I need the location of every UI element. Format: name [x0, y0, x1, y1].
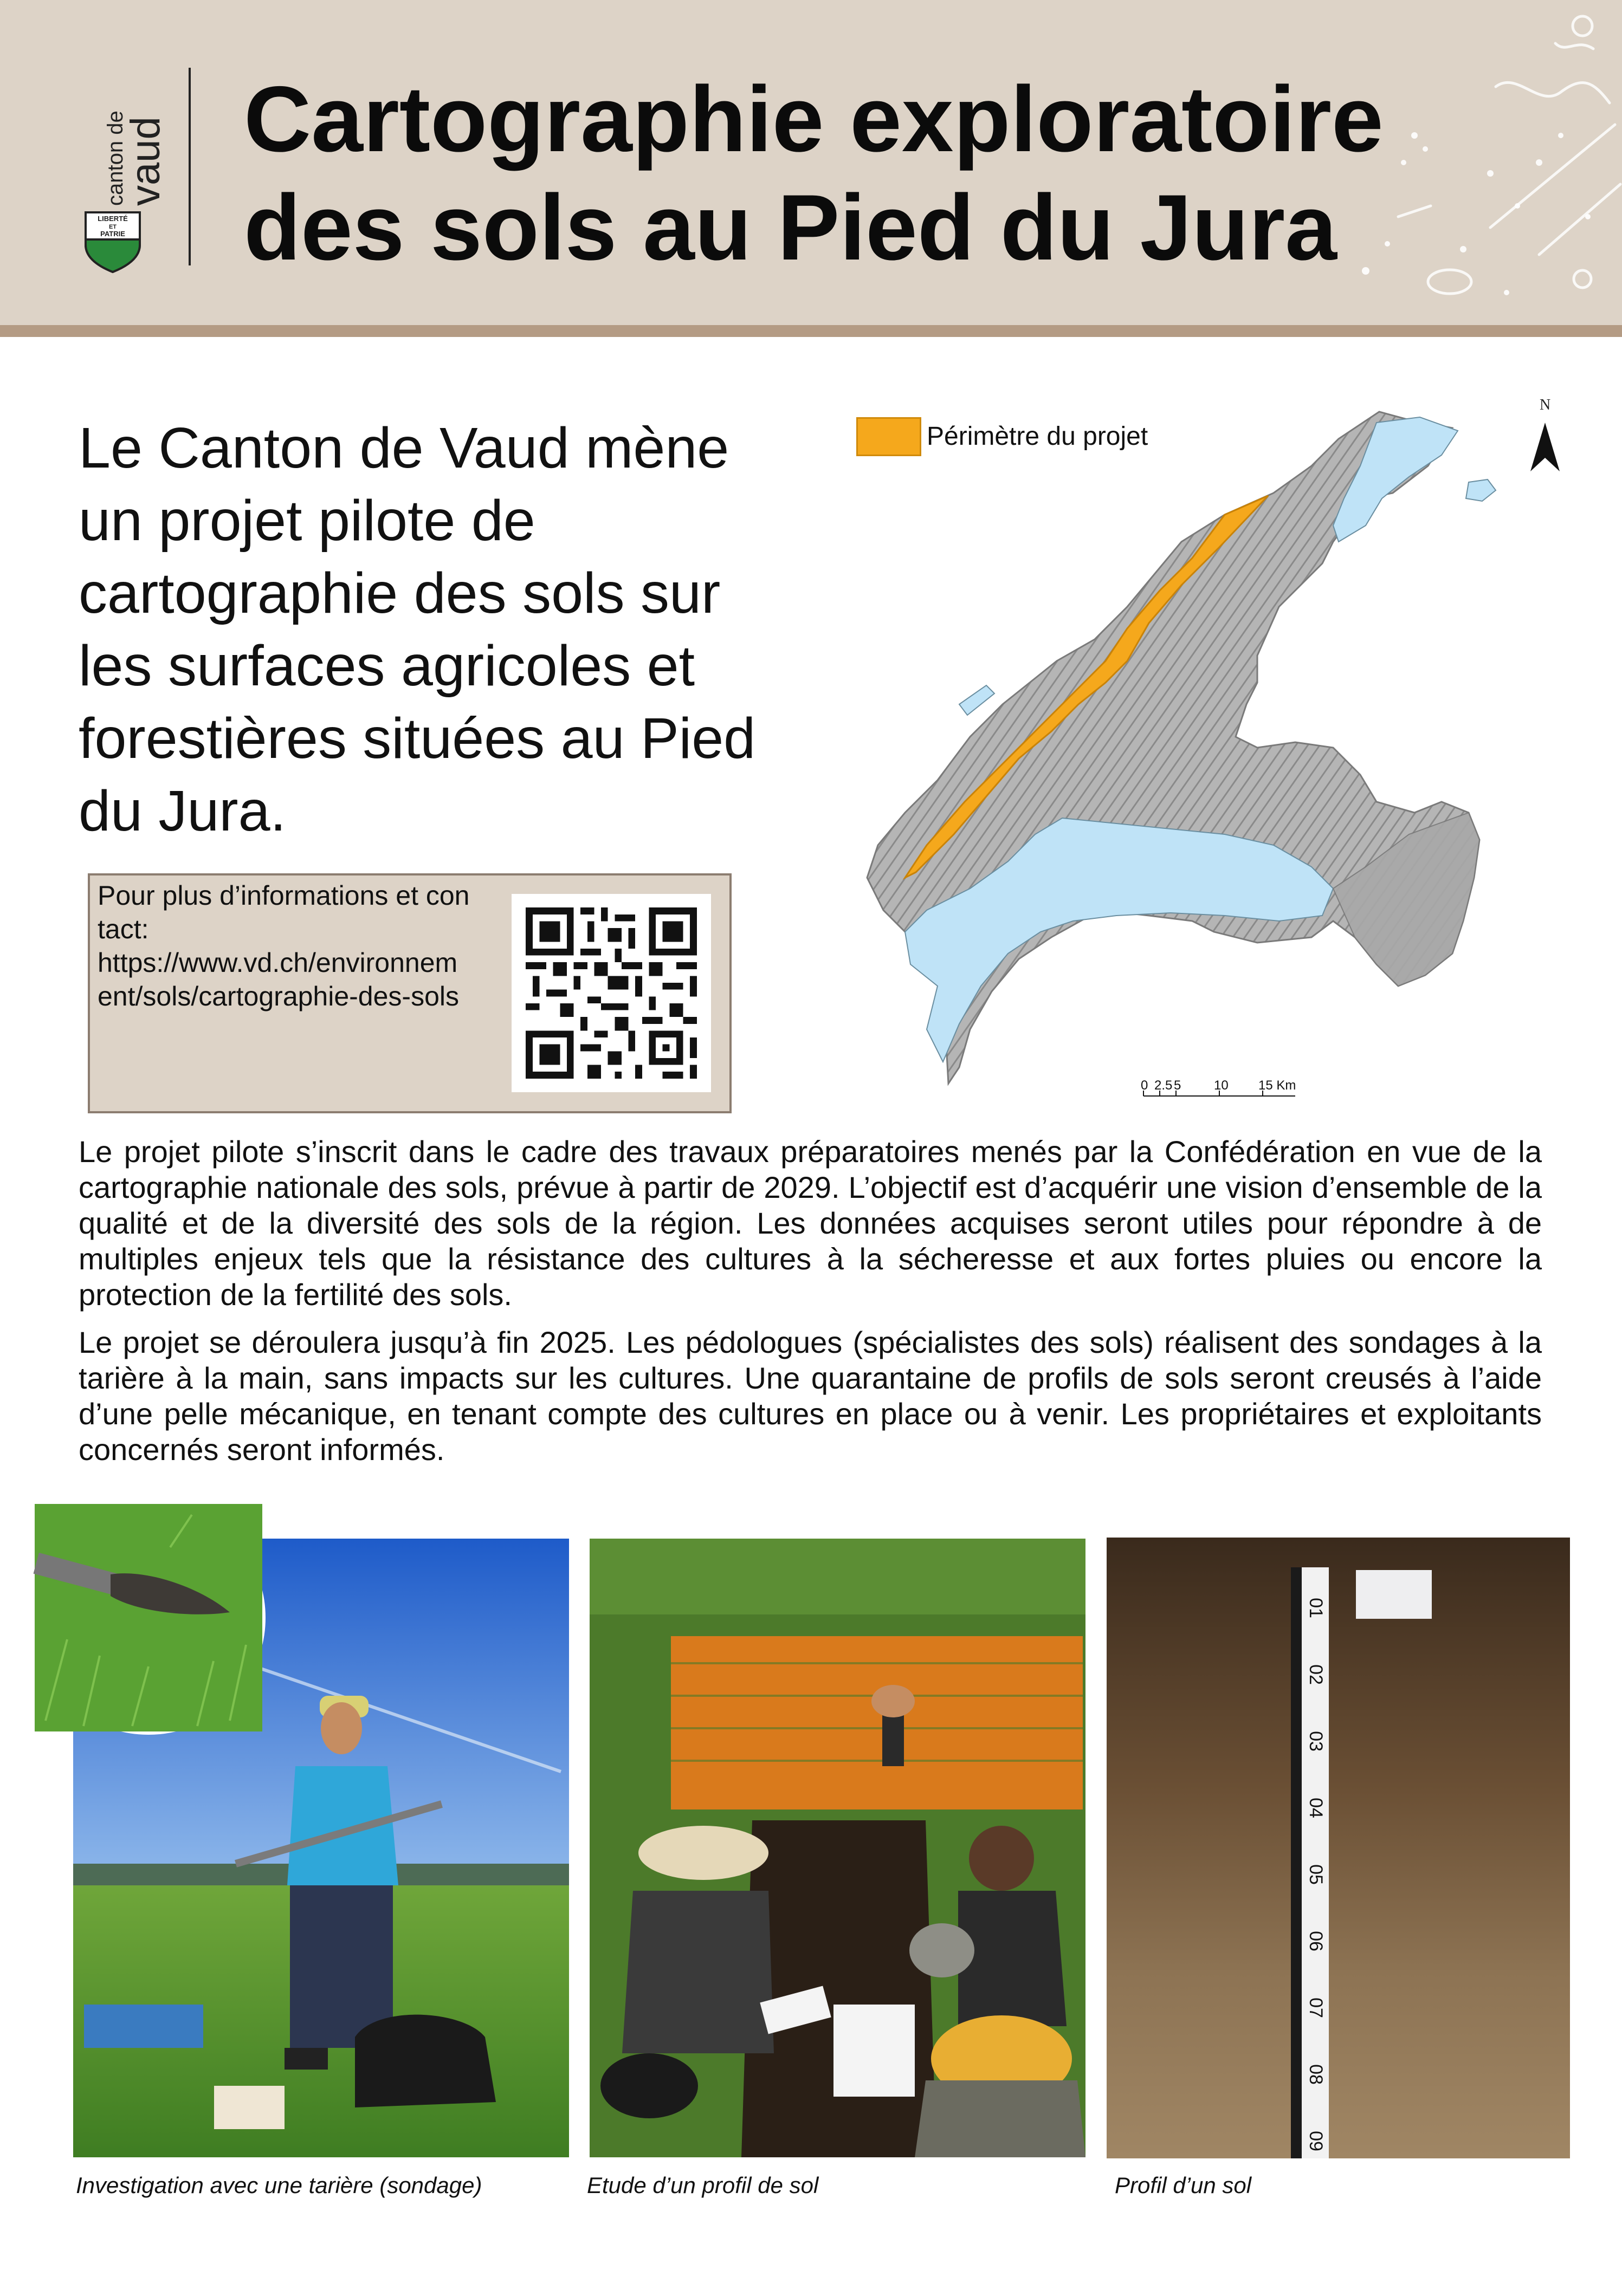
north-arrow-icon: [1526, 420, 1564, 474]
legend-label: Périmètre du projet: [927, 422, 1148, 451]
photo-soil-profile: [1107, 1538, 1570, 2158]
info-url[interactable]: https://www.vd.ch/environnement/sols/cartographie-des-sols: [98, 948, 459, 1011]
logo-line1: canton de: [104, 111, 127, 206]
ruler-label: 08: [1306, 2064, 1326, 2085]
scale-label-1: 2.5: [1154, 1078, 1173, 1093]
inset-auger-closeup: [31, 1501, 266, 1735]
header-rule: [0, 325, 1622, 337]
scale-label-3: 10: [1214, 1078, 1229, 1093]
canton-logo-mark: [76, 65, 169, 265]
caption-photo-2: Etude d’un profil de sol: [587, 2172, 819, 2198]
scale-labels: [1138, 1078, 1311, 1094]
ruler-label: 03: [1306, 1731, 1326, 1752]
logo-motto-2: ET: [108, 224, 117, 230]
lake-morat: [1466, 479, 1496, 501]
ruler-label: 07: [1306, 1997, 1326, 2018]
caption-photo-1: Investigation avec une tarière (sondage): [76, 2172, 482, 2198]
body-paragraph-1: Le projet pilote s’inscrit dans le cadre des travaux préparatoires menés par la Confédération en vue de la cartographie nationale des sols, prévue à partir de 2029. L’objectif est d’acquérir une vision d’ensemble de la qualité et de la diversité des sols de la région. Les données acquises seront utiles pour répondre à de multiples enjeux tels que la résistance des cultures à la sécheresse et aux fortes pluies ou encore la protection de la fertilité des sols.: [79, 1134, 1542, 1312]
ruler-label: 02: [1306, 1664, 1326, 1685]
body-text: [79, 1134, 1542, 1480]
ruler-labels: [1306, 1598, 1326, 2151]
body-paragraph-2: Le projet se déroulera jusqu’à fin 2025. Les pédologues (spécialistes des sols) réalisent des sondages à la tarière à la main, sans impacts sur les cultures. Une quarantaine de profils de sols seront creusés à l’aide d’une pelle mécanique, en tenant compte des cultures en place ou à venir. Les propriétaires et exploitants concernés seront informés.: [79, 1325, 1542, 1467]
info-line1: Pour plus d’informations et contact:: [98, 880, 470, 944]
title-line-1: Cartographie exploratoire: [244, 67, 1384, 171]
scale-label-2: 5: [1174, 1078, 1181, 1093]
page-title: [244, 65, 1490, 282]
logo-motto-1: LIBERTÉ: [98, 215, 128, 223]
logo-separator: [189, 68, 191, 265]
ruler-label: 04: [1306, 1798, 1326, 1818]
logo-line2: vaud: [122, 116, 169, 206]
scale-label-0: 0: [1141, 1078, 1148, 1093]
north-label: N: [1540, 397, 1551, 413]
title-line-2: des sols au Pied du Jura: [244, 176, 1337, 280]
ruler-label: 01: [1306, 1598, 1326, 1618]
caption-photo-3: Profil d’un sol: [1115, 2172, 1252, 2198]
intro-text: Le Canton de Vaud mène un projet pilote de cartographie des sols sur les surfaces agricoles et forestières situées au Pied du Jura.: [79, 416, 756, 843]
lac-de-joux: [959, 685, 994, 715]
ruler-label: 09: [1306, 2131, 1326, 2151]
legend-swatch: [856, 417, 921, 456]
canton-logo: [76, 65, 169, 238]
ruler-label: 06: [1306, 1931, 1326, 1951]
info-text: [98, 879, 471, 1013]
scale-label-4: 15 Km: [1258, 1078, 1296, 1093]
project-map: [845, 401, 1550, 1116]
photo-soil-profile-study: [590, 1539, 1085, 2157]
ruler-label: 05: [1306, 1864, 1326, 1885]
qr-code-icon[interactable]: [512, 894, 711, 1092]
logo-motto-3: PATRIE: [100, 230, 125, 238]
